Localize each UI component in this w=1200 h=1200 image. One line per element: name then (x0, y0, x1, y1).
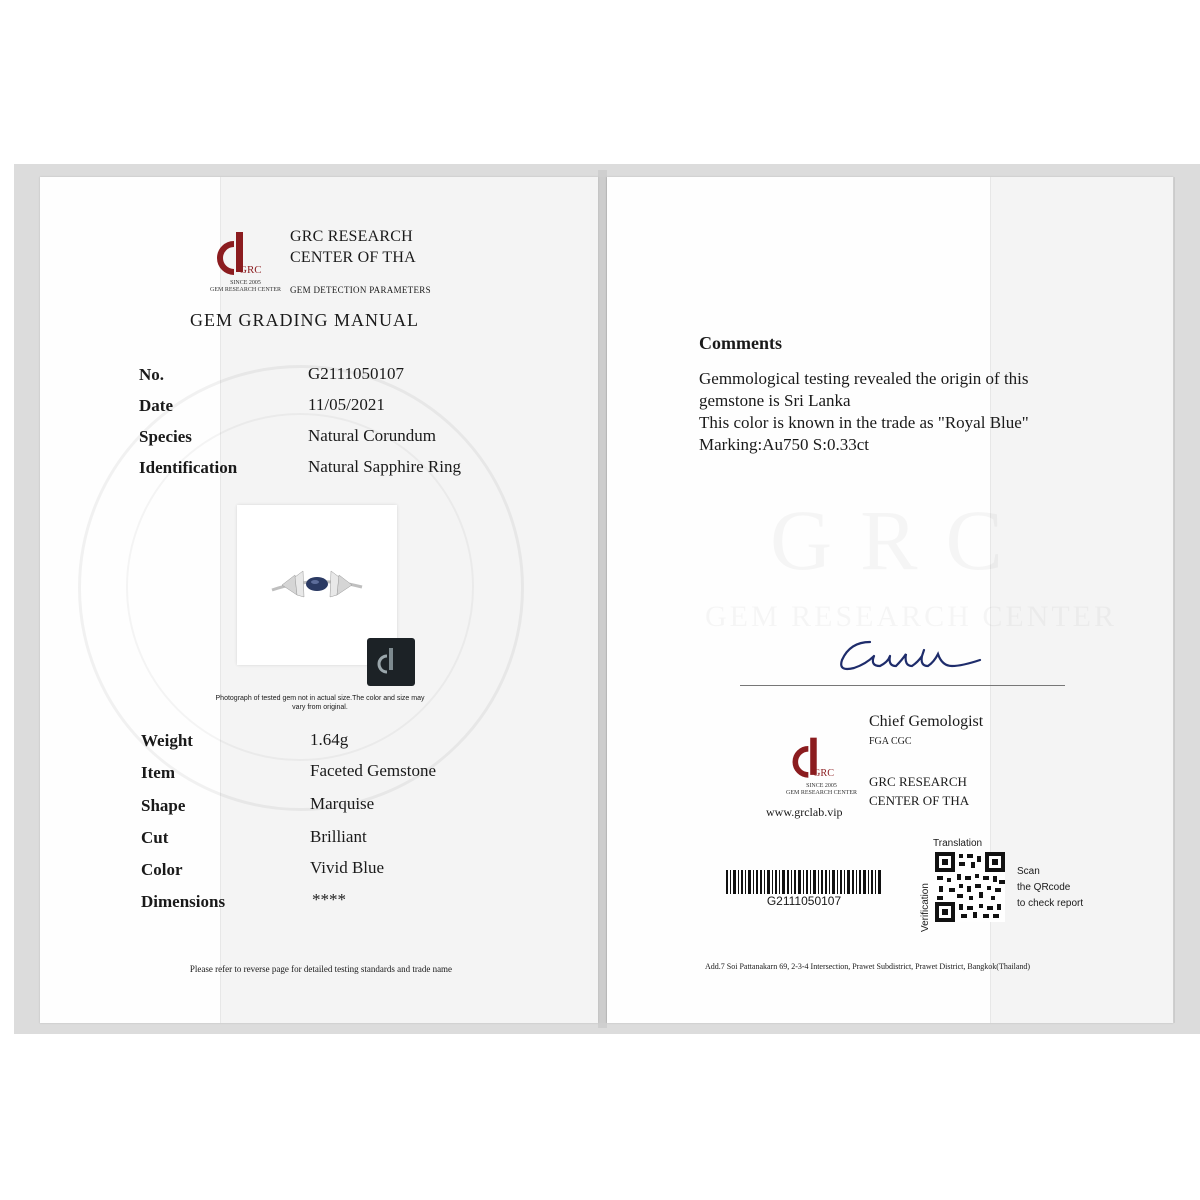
logo-text-small: GRC (813, 767, 835, 779)
logo-since: SINCE 2005 (230, 280, 261, 286)
grc-watermark (770, 490, 1031, 590)
field-label-cut: Cut (141, 828, 169, 847)
qr-verification-label: Verification (920, 883, 931, 932)
field-value-shape: Marquise (310, 794, 375, 813)
field-value-date: 11/05/2021 (308, 395, 385, 414)
photo-caption: Photograph of tested gem not in actual size.The color and size may vary from original. (215, 695, 425, 711)
field-label-dimensions: Dimensions (141, 892, 226, 911)
field-label-shape: Shape (141, 796, 186, 815)
field-label-item: Item (141, 763, 175, 782)
hologram-logo-icon (367, 638, 415, 686)
field-label-color: Color (141, 860, 183, 879)
field-label-species: Species (139, 427, 192, 446)
field-value-dimensions: **** (312, 890, 346, 909)
grc-logo-mark (210, 232, 268, 280)
comment-line-3: This color is known in the trade as "Royal Blue" (699, 413, 1029, 432)
field-value-item: Faceted Gemstone (310, 761, 437, 780)
hologram-sticker (367, 638, 415, 686)
org-name-line2: CENTER OF THA (290, 249, 416, 266)
logo-center: GEM RESEARCH CENTER (210, 287, 282, 293)
comment-line-2: gemstone is Sri Lanka (699, 391, 851, 410)
logo-since-small: SINCE 2005 (806, 783, 837, 789)
field-value-identification: Natural Sapphire Ring (308, 457, 461, 476)
field-label-weight: Weight (141, 731, 193, 750)
signature-image (830, 620, 990, 680)
qr-translation-label: Translation (933, 838, 983, 849)
comment-line-4: Marking:Au750 S:0.33ct (699, 435, 869, 454)
field-value-color: Vivid Blue (310, 858, 385, 877)
website-link[interactable]: www.grclab.vip (766, 805, 843, 819)
field-value-cut: Brilliant (310, 827, 367, 846)
field-value-no: G2111050107 (308, 364, 405, 383)
field-value-weight: 1.64g (310, 730, 349, 749)
scan-line-2: the QRcode (1017, 882, 1071, 893)
scan-instructions (1017, 864, 1083, 912)
reverse-page-note: Please refer to reverse page for detailed testing standards and trade name (189, 964, 453, 974)
field-value-species: Natural Corundum (308, 426, 436, 445)
address: Add.7 Soi Pattanakarn 69, 2-3-4 Intersection, Prawet Subdistrict, Prawet District, Bangkok(Thailand) (705, 962, 1031, 971)
document-title: GEM GRADING MANUAL (190, 310, 419, 330)
grc-logo (210, 232, 281, 294)
barcode (726, 870, 882, 894)
scan-line-3: to check report (1017, 898, 1084, 909)
signature (830, 620, 990, 685)
chief-gemologist: Chief Gemologist (869, 713, 984, 730)
barcode-number: G2111050107 (766, 894, 842, 908)
grc-logo-mark-small (786, 737, 840, 783)
grc-logo-small (786, 737, 857, 797)
org-name-line1: GRC RESEARCH (290, 228, 413, 245)
qr-code[interactable] (935, 852, 1005, 922)
field-label-no: No. (139, 365, 165, 384)
field-label-identification: Identification (139, 458, 238, 477)
org-name-right-line2: CENTER OF THA (869, 793, 970, 808)
org-subtitle: GEM DETECTION PARAMETERS (290, 285, 431, 295)
comments-heading: Comments (699, 333, 782, 353)
comment-line-1: Gemmological testing revealed the origin of this (699, 369, 1029, 388)
org-name-right-line1: GRC RESEARCH (869, 774, 967, 789)
scan-line-1: Scan (1017, 866, 1040, 877)
signature-line (740, 685, 1065, 686)
credentials: FGA CGC (869, 736, 912, 747)
field-label-date: Date (139, 396, 173, 415)
org-name (290, 226, 416, 268)
logo-center-small: GEM RESEARCH CENTER (786, 790, 858, 796)
logo-text: GRC (239, 264, 262, 276)
org-name-right (869, 772, 969, 810)
